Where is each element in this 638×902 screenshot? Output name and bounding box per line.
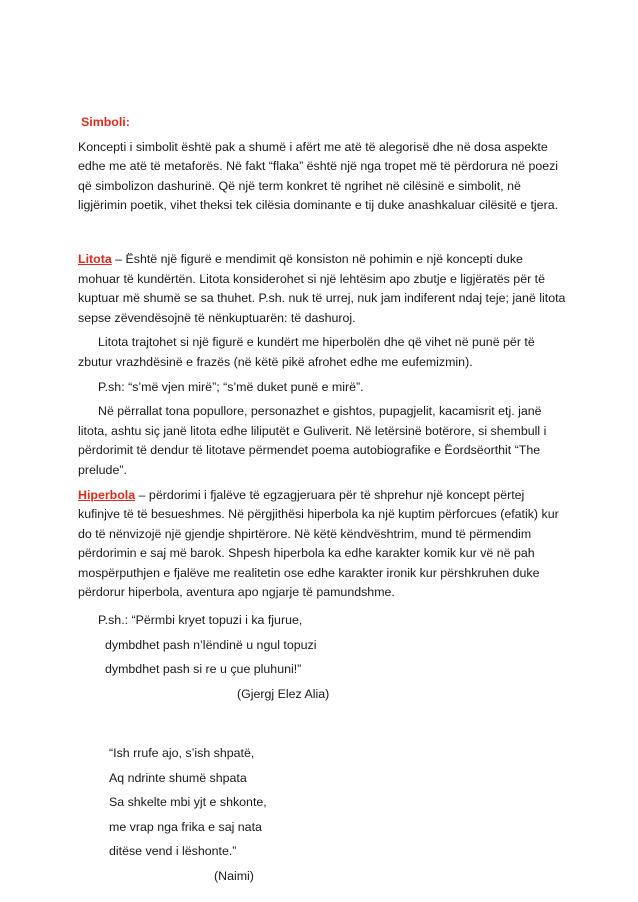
litota-term: Litota xyxy=(78,251,112,266)
poem-line: dymbdhet pash n’lëndinë u ngul topuzi xyxy=(105,637,317,652)
hiperbola-definition-paragraph xyxy=(78,486,566,604)
poem-gjergj-elez-alia xyxy=(78,608,566,706)
poem-spacer xyxy=(78,706,566,736)
poem-line: P.sh.: “Përmbi kryet topuzi i ka fjurue, xyxy=(98,613,303,628)
simboli-paragraph: Koncepti i simbolit është pak a shumë i afërt me atë të alegorisë dhe në dosa aspekte edhe me atë të metaforës. Në fakt “flaka” është një nga tropet më të përdorura në poezi që simbolizon dashurinë. Që një term konkret të ngrihet në cilësinë e simbolit, në ligjërimin poetik, vihet theksi tek cilësia dominante e tij duke anashkaluar cilësitë e tjera. xyxy=(78,139,559,213)
poem-naimi xyxy=(78,741,566,888)
poem-line: “Ish rrufe ajo, s’ish shpatë, xyxy=(109,746,255,761)
litota-paragraph-3: Në përrallat tona popullore, personazhet e gishtos, pupagjelit, kacamisrit etj. janë litota, ashtu siç janë litota edhe liliputët e Guliverit. Në letërsinë botërore, si shembull i përdorimit të dendur të litotave përmendet poema autobiografike e Ëordsëorthit “The prelude”. xyxy=(78,404,547,477)
poem-line: Aq ndrinte shumë shpata xyxy=(109,770,247,785)
section-spacer xyxy=(78,216,566,238)
poem-line: dymbdhet pash si re u çue pluhuni!” xyxy=(105,662,302,677)
litota-definition-paragraph xyxy=(78,250,566,328)
hiperbola-definition: – përdorimi i fjalëve të egzagjeruara për të shprehur një koncept përtej kufinjve të të besueshmes. Në përgjithësi hiperbola ka një kuptim përforcues (efatik) kur do të nënvizojë një gjendje shpirtërore. Në këtë këndvështrim, mund të përmendim përdorimin e saj më barok. Shpesh hiperbola ka edhe karakter komik kur vë në pah mospërputhjen e fjalëve me realitetin ose edhe karakter ironik kur përshkruhen duke përdorur hiperbola, aventura apo ngjarje të pamundshme. xyxy=(78,487,559,600)
poem-line: ditëse vend i lëshonte.” xyxy=(109,844,237,859)
litota-paragraph-2: Litota trajtohet si një figurë e kundërt me hiperbolën dhe që vihet në punë për të zbutur vrazhdësinë e frazës (në këtë pikë afrohet edhe me eufemizmin). xyxy=(78,335,535,369)
litota-example: P.sh: “s’më vjen mirë”; “s’më duket punë e mirë”. xyxy=(98,379,364,394)
poem-source: (Gjergj Elez Alia) xyxy=(237,686,330,701)
simboli-heading: Simboli: xyxy=(81,115,130,129)
hiperbola-term: Hiperbola xyxy=(78,487,136,502)
section-spacer xyxy=(78,238,566,250)
document-page xyxy=(78,113,566,888)
poem-line: me vrap nga frika e saj nata xyxy=(109,819,262,834)
litota-definition: – Është një figurë e mendimit që konsiston në pohimin e një koncepti duke mohuar të kundërtën. Litota konsiderohet si një lehtësim apo zbutje e ligjëratës për të kuptuar më shumë se sa thuhet. P.sh. nuk të urrej, nuk jam indiferent ndaj teje; janë litota sepse zëvendësojnë të nënkuptuarën: të dashuroj. xyxy=(78,251,566,325)
poem-source: (Naimi) xyxy=(214,868,254,883)
poem-line: Sa shkelte mbi yjt e shkonte, xyxy=(109,795,267,810)
